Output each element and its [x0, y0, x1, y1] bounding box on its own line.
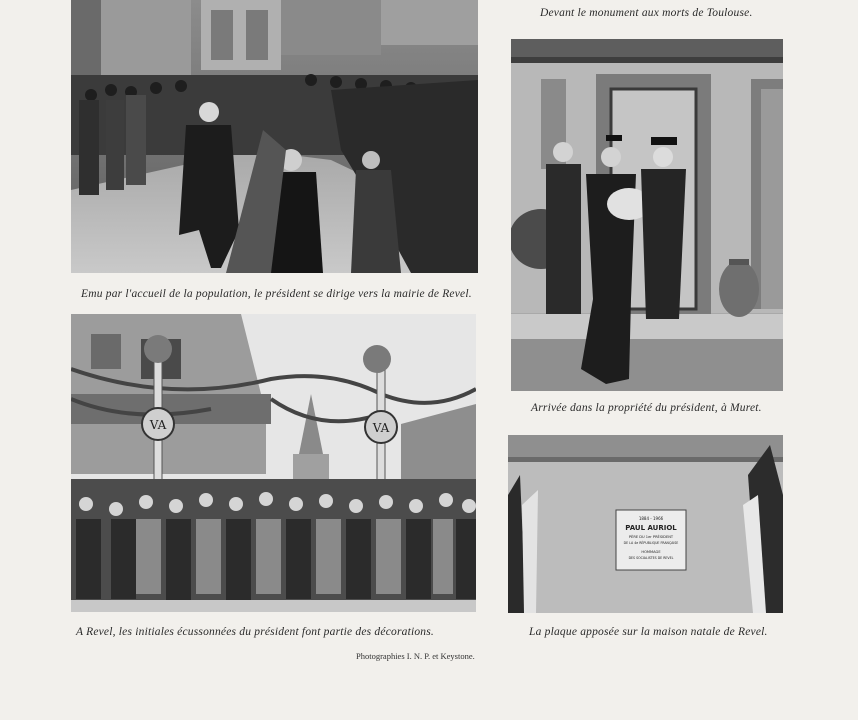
caption-photo-muret-arrival: Arrivée dans la propriété du président, à Muret.: [531, 402, 762, 414]
plaque-name: PAUL AURIOL: [625, 524, 677, 532]
photo-birthplace-plaque: [508, 435, 783, 613]
plaque-line6: DES SOCIALISTES DE REVEL: [628, 556, 674, 560]
photo-muret-arrival: [511, 39, 783, 391]
plaque-line4: DE LA 4e RÉPUBLIQUE FRANÇAISE: [623, 541, 679, 545]
monogram-shield-left: VA: [149, 418, 167, 432]
photo-revel-decorations-children: [71, 314, 476, 612]
caption-photo-revel-crowd: Emu par l'accueil de la population, le président se dirige vers la mairie de Revel.: [81, 288, 472, 300]
caption-photo-revel-decorations: A Revel, les initiales écussonnées du président font partie des décorations.: [76, 626, 435, 638]
plaque-dates: 1884 - 1966: [638, 516, 664, 521]
caption-toulouse-monument: Devant le monument aux morts de Toulouse.: [540, 7, 753, 19]
plaque-line5: HOMMAGE: [641, 550, 661, 554]
plaque-line3: PÈRE DU 1er PRÉSIDENT: [628, 535, 674, 539]
monogram-shield-right: VA: [372, 421, 390, 435]
caption-photo-plaque: La plaque apposée sur la maison natale de Revel.: [529, 626, 768, 638]
photo-credit: Photographies I. N. P. et Keystone.: [356, 651, 475, 661]
photo-revel-crowd-street: [71, 0, 478, 273]
